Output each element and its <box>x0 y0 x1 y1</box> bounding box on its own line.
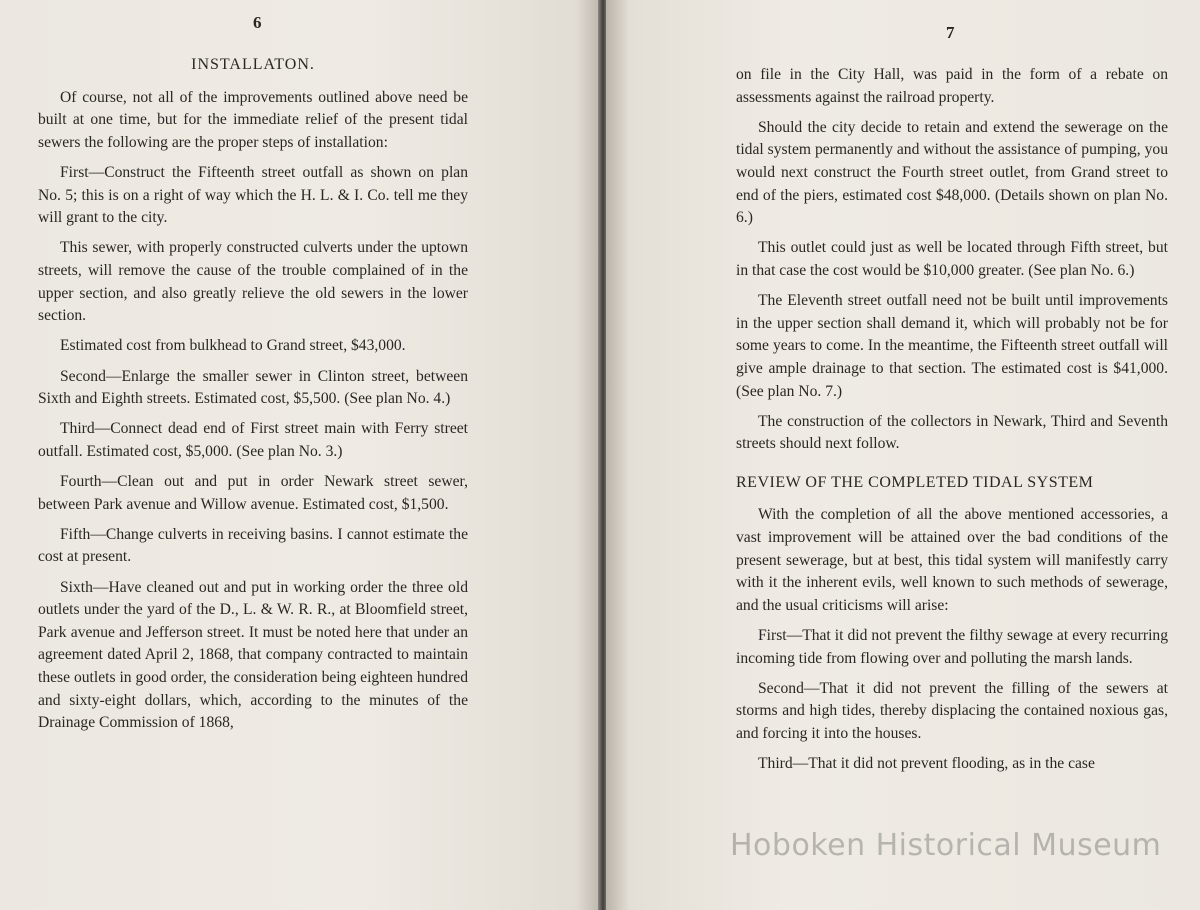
right-text-column <box>736 64 1168 783</box>
museum-watermark: Hoboken Historical Museum <box>730 828 1162 863</box>
paragraph: The Eleventh street outfall need not be built until improvements in the upper section shall demand it, which will probably not be for some years to come. In the meantime, the Fifteenth street outfall will give ample drainage to that section. The estimated cost is $41,000. (See plan No. 7.) <box>736 292 1168 400</box>
paragraph: Should the city decide to retain and extend the sewerage on the tidal system permanently and without the assistance of pumping, you would next construct the Fourth street outlet, from Grand street to end of the piers, estimated cost $48,000. (Details shown on plan No. 6.) <box>736 118 1168 227</box>
paragraph: on file in the City Hall, was paid in the form of a rebate on assessments against the railroad property. <box>736 66 1168 106</box>
paragraph: Fifth—Change culverts in receiving basins. I cannot estimate the cost at present. <box>38 525 468 566</box>
paragraph: This outlet could just as well be located through Fifth street, but in that case the cost would be $10,000 greater. (See plan No. 6.) <box>736 239 1168 279</box>
paragraph: The construction of the collectors in Newark, Third and Seventh streets should next follow. <box>736 412 1168 453</box>
page-number-right: 7 <box>946 23 955 42</box>
paragraph: Estimated cost from bulkhead to Grand street, $43,000. <box>60 337 406 355</box>
paragraph: First—Construct the Fifteenth street outfall as shown on plan No. 5; this is on a right of way which the H. L. & I. Co. tell me they will grant to the city. <box>38 163 468 227</box>
paragraph: Of course, not all of the improvements outlined above need be built at one time, but for the immediate relief of the present tidal sewers the following are the proper steps of installation: <box>38 88 468 151</box>
paragraph: Third—Connect dead end of First street main with Ferry street outfall. Estimated cost, $5,000. (See plan No. 3.) <box>38 420 468 460</box>
section-heading-installation: INSTALLATON. <box>191 56 315 73</box>
right-page <box>606 0 1200 910</box>
paragraph: Third—That it did not prevent flooding, as in the case <box>758 755 1095 773</box>
paragraph: Second—Enlarge the smaller sewer in Clinton street, between Sixth and Eighth streets. Estimated cost, $5,500. (See plan No. 4.) <box>38 367 468 408</box>
paragraph: First—That it did not prevent the filthy sewage at every recurring incoming tide from flowing over and polluting the marsh lands. <box>736 627 1168 667</box>
paragraph: This sewer, with properly constructed culverts under the uptown streets, will remove the cause of the trouble complained of in the upper section, and also greatly relieve the old sewers in the lower section. <box>38 239 468 325</box>
paragraph: Fourth—Clean out and put in order Newark street sewer, between Park avenue and Willow avenue. Estimated cost, $1,500. <box>38 473 468 513</box>
paragraph: Sixth—Have cleaned out and put in working order the three old outlets under the yard of the D., L. & W. R. R., at Bloomfield street, Park avenue and Jefferson street. It must be noted here that under an agreement dated April 2, 1868, that company contracted to maintain these outlets in good order, the consideration being eighteen hundred and sixty-eight dollars, which, according to the minutes of the Drainage Commission of 1868, <box>38 578 468 732</box>
paragraph: Second—That it did not prevent the filling of the sewers at storms and high tides, thereby displacing the contained noxious gas, and forcing it into the houses. <box>736 679 1168 742</box>
section-heading-review: REVIEW OF THE COMPLETED TIDAL SYSTEM <box>736 473 1094 491</box>
paragraph: With the completion of all the above mentioned accessories, a vast improvement will be attained over the bad conditions of the present sewerage, but at best, this tidal system will manifestly carry with it the inherent evils, well known to such methods of sewerage, and the usual criticisms will arise: <box>736 506 1168 614</box>
page-number-left: 6 <box>253 13 262 32</box>
left-text-column <box>38 54 468 742</box>
